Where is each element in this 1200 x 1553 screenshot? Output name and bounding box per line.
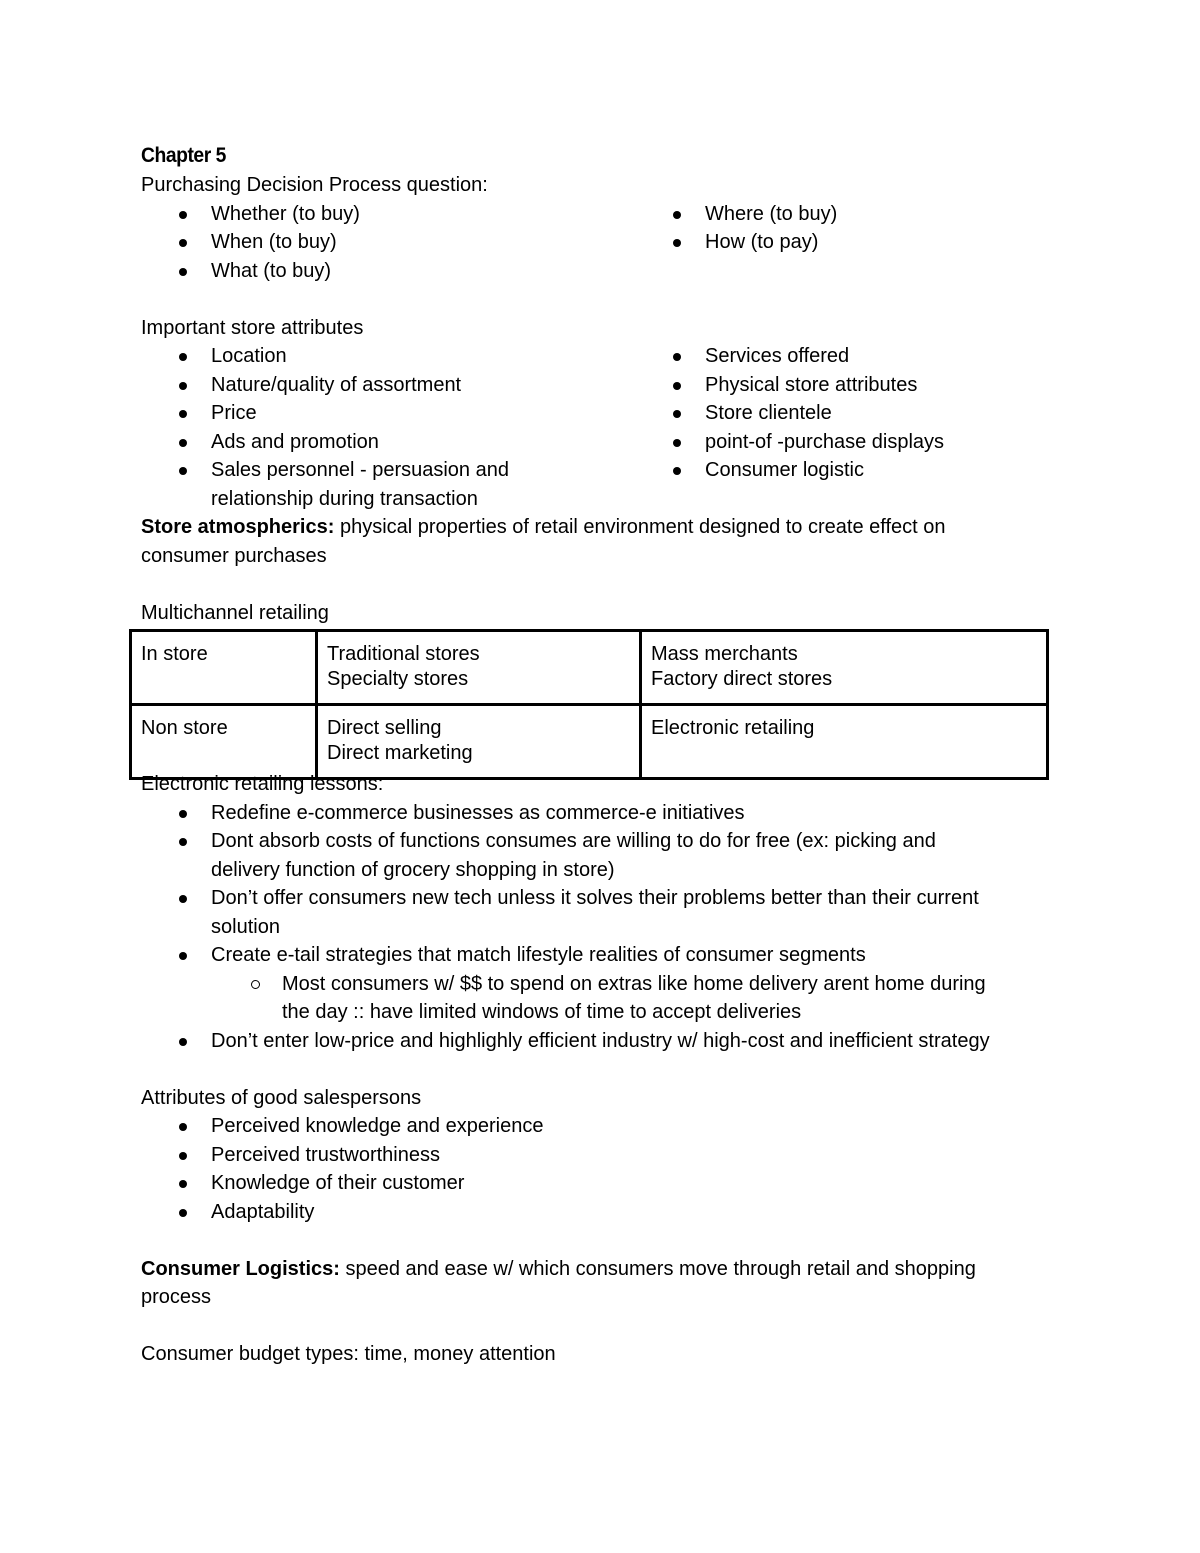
table-cell [641, 705, 1048, 779]
purchasing-columns [141, 200, 1061, 286]
list-item: Adaptability [141, 1198, 1061, 1227]
cell-text: Non store [141, 717, 228, 739]
attributes-list-left [141, 342, 635, 513]
chapter-title: Chapter 5 [141, 144, 226, 167]
purchasing-heading: Purchasing Decision Process question: [141, 174, 488, 196]
list-item-continuation: the day :: have limited windows of time to accept deliveries [282, 1001, 802, 1023]
table-cell [641, 631, 1048, 705]
cell-text: Direct selling [327, 717, 442, 739]
list-item-continuation: solution [211, 915, 280, 938]
budget-types: Consumer budget types: time, money attention [141, 1343, 556, 1365]
salespersons-list [141, 1112, 1061, 1226]
list-item: Services offered [635, 342, 1055, 371]
atmospherics-definition [141, 513, 1061, 542]
cell-text: Direct marketing [327, 742, 473, 764]
purchasing-list-left [141, 200, 635, 286]
logistics-term: Consumer Logistics: [141, 1257, 340, 1280]
cell-text: Factory direct stores [651, 668, 833, 690]
atmospherics-definition-cont: consumer purchases [141, 544, 327, 567]
atmospherics-term: Store atmospherics: [141, 516, 335, 538]
list-item: Create e-tail strategies that match lifestyle realities of consumer segments [141, 941, 1061, 970]
list-item-continuation: relationship during transaction [211, 487, 478, 510]
cell-text: In store [141, 643, 208, 665]
list-item: Price [141, 399, 635, 428]
table-row [131, 631, 1048, 705]
cell-text: Traditional stores [327, 643, 480, 665]
list-item-continuation: delivery function of grocery shopping in store) [211, 858, 615, 881]
list-item: Redefine e-commerce businesses as commerce-e initiatives [141, 799, 1061, 828]
list-item: Don’t enter low-price and highlighly efficient industry w/ high-cost and inefficient strategy [141, 1027, 1061, 1056]
list-item: Ads and promotion [141, 428, 635, 457]
list-item: Store clientele [635, 399, 1055, 428]
logistics-text: speed and ease w/ which consumers move through retail and shopping [339, 1257, 976, 1280]
list-item: How (to pay) [635, 228, 1055, 257]
logistics-definition-cont: process [141, 1286, 212, 1308]
list-item: Nature/quality of assortment [141, 371, 635, 400]
logistics-definition [141, 1255, 1061, 1284]
atmospherics-text: physical properties of retail environment designed to create effect on [334, 516, 946, 538]
attributes-list-right [635, 342, 1055, 513]
list-item: Location [141, 342, 635, 371]
table-cell [317, 631, 641, 705]
salespersons-heading: Attributes of good salespersons [141, 1086, 422, 1109]
list-item: Where (to buy) [635, 200, 1055, 229]
list-item: Physical store attributes [635, 371, 1055, 400]
list-item: Whether (to buy) [141, 200, 635, 229]
list-item: Perceived trustworthiness [141, 1141, 1061, 1170]
list-item: point-of -purchase displays [635, 428, 1055, 457]
sub-list-item: Most consumers w/ $$ to spend on extras like home delivery arent home during [141, 970, 1061, 999]
table-cell [317, 705, 641, 779]
list-item: Dont absorb costs of functions consumes are willing to do for free (ex: picking and [141, 827, 1061, 856]
attributes-columns [141, 342, 1061, 513]
cell-text: Specialty stores [327, 668, 469, 690]
multichannel-heading: Multichannel retailing [141, 601, 329, 624]
elessons-heading: Electronic retailing lessons: [141, 773, 384, 795]
cell-text: Mass merchants [651, 643, 798, 665]
cell-text: Electronic retailing [651, 717, 815, 739]
table-cell [131, 705, 317, 779]
list-item: Knowledge of their customer [141, 1169, 1061, 1198]
list-item: Consumer logistic [635, 456, 1055, 485]
elessons-list [141, 799, 1061, 1056]
attributes-heading: Important store attributes [141, 316, 364, 339]
list-item: Sales personnel - persuasion and [141, 456, 635, 485]
table-row [131, 705, 1048, 779]
table-cell [131, 631, 317, 705]
list-item: What (to buy) [141, 257, 635, 286]
multichannel-table [129, 629, 1049, 780]
list-item: When (to buy) [141, 228, 635, 257]
purchasing-list-right [635, 200, 1055, 286]
list-item: Perceived knowledge and experience [141, 1112, 1061, 1141]
list-item: Don’t offer consumers new tech unless it solves their problems better than their current [141, 884, 1061, 913]
